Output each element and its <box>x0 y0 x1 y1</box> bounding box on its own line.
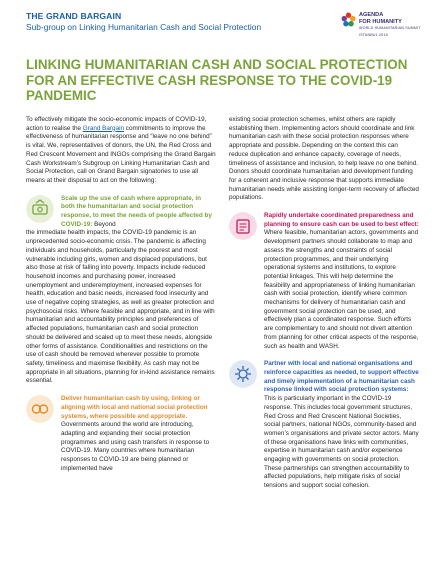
logo-line-4: ISTANBUL 2016 <box>359 32 388 37</box>
item-partner-local <box>229 360 419 491</box>
subgroup-name: Sub-group on Linking Humanitarian Cash and Social Protection <box>26 22 262 32</box>
item4-lead: Partner with local and national organisations and reinforce capacities as needed, to support effective and timely implementation of a humanitarian cash response linked with social protection systems: <box>264 360 419 394</box>
document-header <box>26 11 326 32</box>
item2-text <box>26 395 216 473</box>
item4-body: This is particularly important in the COVID-19 response. This includes local government structures, Red Cross and Red Crescent National Societies, social partners, national NGOs, community-based and women’s organisations and private sector actors. Many of these organisations have links with communities, expertise in humanitarian cash and/or experience engaging with governments on social protection. These partnerships can strengthen accountability to affected populations, help mitigate risks of social tensions and support social cohesion. <box>264 395 419 490</box>
linking-systems-icon <box>26 395 54 423</box>
item-preparedness <box>229 212 419 351</box>
logo-line-1: AGENDA <box>359 12 384 18</box>
item-deliver-cash <box>26 395 216 473</box>
intro-text-b: commitments to improve the effectiveness of humanitarian response and “leave no one behind” is vital. We, representatives of donors, the UN, the Red Cross and Red Crescent Movement and INGOs comprising the Grand Bargain Cash Workstream’s Subgroup on Linking Humanitarian Cash and Social Protection, call on Grand Bargain signatories to use all means at their disposal to act on the following: <box>26 124 216 184</box>
right-continuation: existing social protection schemes, whilst others are rapidly establishing them. Implementing actors should coordinate and link humanitarian cash with these social protection responses where appropriate and possible. Depending on the context this can reduce duplication and enhance capacity, coverage of needs, timeliness of assistance and inclusion, to help leave no one behind. Donors should coordinate humanitarian and development funding for a coherent and inclusive response that supports immediate humanitarian needs while assisting longer-term recovery of affected populations. <box>229 116 419 202</box>
intro-text-a: To effectively mitigate the socio-economic impacts of COVID-19, action to realise the <box>26 116 207 132</box>
item3-body: Where feasible, humanitarian actors, governments and development partners should collaborate to map and assess the strengths and constraints of social protection programmes, and their underlying operational systems and institutions, to explore potential linkages. This will help determine the feasibility and appropriateness of linking humanitarian cash with social protection, identify where common mechanisms for delivery of humanitarian cash and government social protection can be used, and effectively plan a coordinated response. Such efforts are complementary to and should not divert attention from planning for other critical aspects of the response, such as health and WASH. <box>264 229 419 350</box>
item2-body: Governments around the world are introducing, adapting and expanding their social protection programmes and using cash transfers in response to COVID-19. Many countries where humanitarian responses to COVID-19 are being planned or implemented have <box>61 421 210 472</box>
item1-body-start: Beyond <box>92 220 116 228</box>
logo-line-3: WORLD HUMANITARIAN SUMMIT <box>359 26 421 31</box>
logo-line-2: FOR HUMANITY <box>359 18 402 25</box>
item3-lead: Rapidly undertake coordinated preparedness and planning to ensure cash can be used to best effect: <box>264 212 419 228</box>
item4-text <box>229 360 419 491</box>
right-column <box>229 116 419 491</box>
item1-first-lines <box>26 195 216 230</box>
item-scale-up-cash <box>26 195 216 386</box>
org-name: THE GRAND BARGAIN <box>26 11 122 21</box>
page-title: LINKING HUMANITARIAN CASH AND SOCIAL PROTECTION FOR AN EFFECTIVE CASH RESPONSE TO THE COVID-19 PANDEMIC <box>26 57 408 103</box>
preparedness-icon <box>229 212 257 240</box>
left-column <box>26 116 216 473</box>
intro-paragraph <box>26 116 216 186</box>
item1-body: the immediate health impacts, the COVID-19 pandemic is an unprecedented socio-economic crisis. The pandemic is affecting individuals and households, particularly the poorest and most vulnerable including girls, women and displaced populations, but also those at risk of falling into poverty. Impacts include reduced household incomes and purchasing power, increased unemployment and underemployment, increased expenses for health, education and basic needs, increased food insecurity and use of negative coping strategies, as well as greater protection and psychosocial risks. Where feasible and appropriate, and in line with humanitarian and accountability principles and preferences of affected populations, humanitarian cash and social protection should be delivered and scaled up to meet these needs, alongside other forms of assistance. Conditionalities and restrictions on the use of cash should be removed wherever possible to promote safety, timeliness and maximise flexibility. As cash may not be appropriate in all situations, planning for in-kind assistance remains essential. <box>26 229 215 385</box>
agenda-logo-icon <box>340 11 357 28</box>
item1-lead: Scale up the use of cash where appropriate, in both the humanitarian and social protection response, to meet the needs of people affected by COVID-19: <box>61 194 212 228</box>
item3-text <box>229 212 419 351</box>
cash-scale-up-icon <box>26 195 54 223</box>
item2-lead: Deliver humanitarian cash by using, linking or aligning with local and national social protection systems, where possible and appropriate. <box>61 395 208 420</box>
agenda-for-humanity-logo <box>340 10 428 40</box>
grand-bargain-link[interactable]: Grand Bargain <box>82 124 125 132</box>
